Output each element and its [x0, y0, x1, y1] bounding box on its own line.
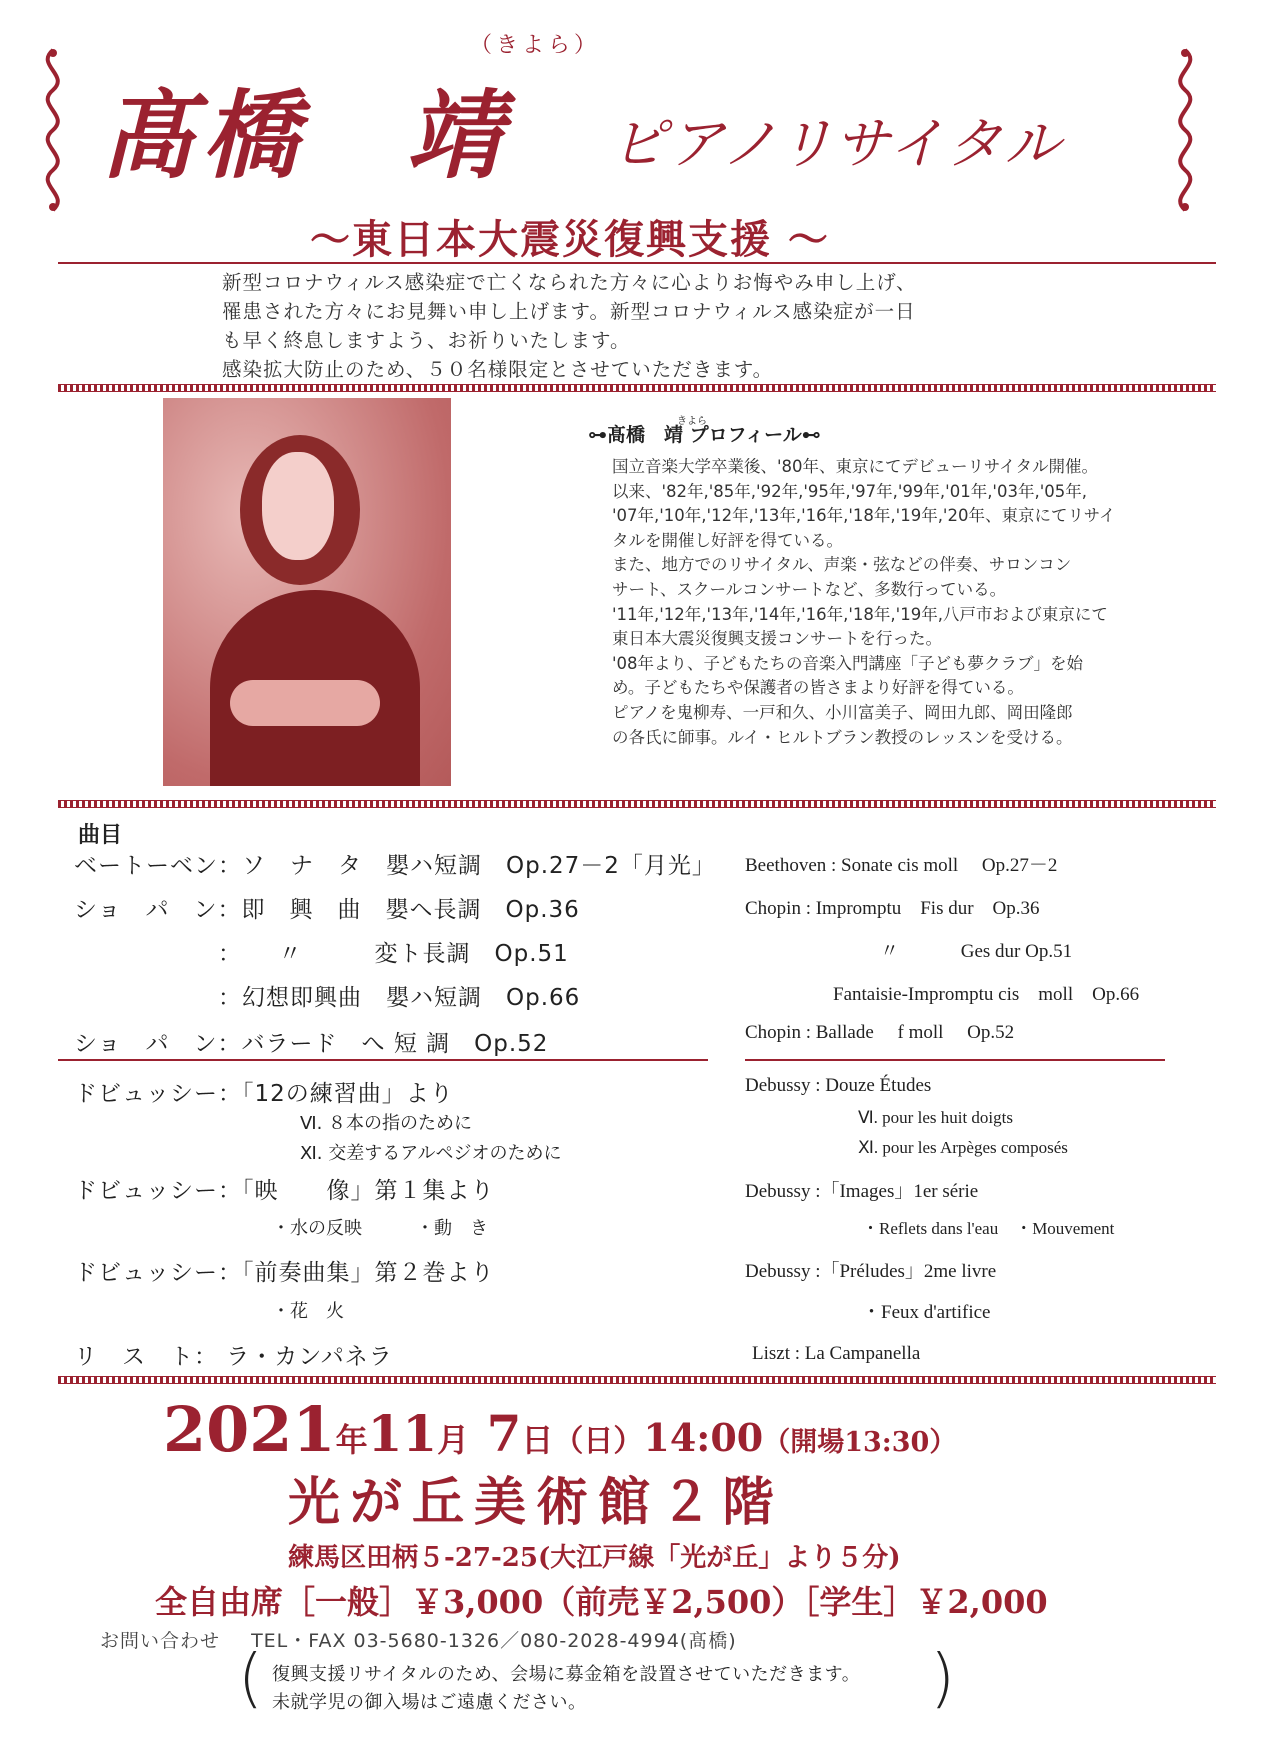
photo-face — [262, 452, 334, 560]
contact-phone: TEL・FAX 03-5680-1326／080-2028-4994(髙橋) — [251, 1630, 737, 1652]
venue-address: 練馬区田柄５-27-25(大江戸線「光が丘」より５分) — [288, 1543, 901, 1573]
date-year-unit: 年 — [335, 1421, 368, 1459]
profile-title: ⊶髙橋 靖 プロフィール⊷ — [588, 424, 821, 446]
program-item-jp: ドビュッシー：「映 像」第１集より — [74, 1178, 495, 1204]
program-item-fr: Beethoven : Sonate cis moll Op.27－2 — [745, 855, 1058, 876]
program-item-fr: Debussy :「Préludes」2me livre — [745, 1261, 997, 1282]
program-item-fr: Chopin : Ballade f moll Op.52 — [745, 1022, 1015, 1043]
recital-title: ピアノリサイタル — [610, 112, 1063, 177]
date-month-unit: 月 — [437, 1421, 470, 1459]
children-note: 未就学児の御入場はご遠慮ください。 — [272, 1692, 587, 1713]
date-day: 7 — [486, 1404, 522, 1463]
profile-line: また、地方でのリサイタル、声楽・弦などの伴奏、サロンコン — [612, 555, 1072, 575]
profile-line: 以来、'82年,'85年,'92年,'95年,'97年,'99年,'01年,'03年,'05年, — [612, 481, 1087, 501]
program-subitem-jp: Ⅵ. ８本の指のために — [300, 1113, 473, 1134]
program-item-jp: ： 〃 変ト長調 Op.51 — [74, 941, 569, 967]
program-item-jp: ドビュッシー：「12の練習曲」より — [74, 1081, 454, 1107]
profile-text — [612, 455, 1157, 750]
profile-line: 国立音楽大学卒業後、'80年、東京にてデビューリサイタル開催。 — [612, 457, 1099, 476]
program-item-fr: Debussy : Douze Études — [745, 1075, 932, 1096]
dotted-divider — [58, 384, 1216, 392]
program-heading: 曲目 — [78, 823, 123, 848]
program-subitem-jp: ・花 火 — [272, 1301, 344, 1322]
program-item-fr: Liszt : La Campanella — [752, 1343, 921, 1364]
doors-open: （開場13:30） — [763, 1427, 957, 1458]
profile-ruby: きよら — [677, 416, 707, 427]
program-subitem-fr: Ⅺ. pour les Arpèges composés — [858, 1138, 1068, 1157]
notice-line: 感染拡大防止のため、５０名様限定とさせていただきます。 — [222, 358, 774, 381]
profile-line: ピアノを鬼柳寿、一戸和久、小川富美子、岡田九郎、岡田隆郎 — [612, 702, 1073, 722]
profile-line: '08年より、子どもたちの音楽入門講座「子ども夢クラブ」を始 — [612, 653, 1084, 673]
profile-line: め。子どもたちや保護者の皆さまより好評を得ている。 — [612, 678, 1024, 698]
profile-line: タルを開催し好評を得ている。 — [612, 530, 843, 550]
ticket-prices: 全自由席［一般］￥3,000（前売￥2,500）［学生］￥2,000 — [155, 1583, 1048, 1621]
profile-line: '07年,'10年,'12年,'13年,'16年,'18年,'19年,'20年、東京にてリサイ — [612, 506, 1116, 526]
program-subitem-fr: ・Feux d'artifice — [862, 1302, 991, 1323]
program-item-fr: Debussy :「Images」1er série — [745, 1181, 979, 1202]
contact-label: お問い合わせ — [100, 1630, 221, 1652]
swirl-ornament-right — [1162, 45, 1208, 215]
program-item-jp: ドビュッシー：「前奏曲集」第２巻より — [74, 1260, 495, 1286]
program-item-jp: ショ パ ン：即 興 曲 嬰ヘ長調 Op.36 — [74, 897, 580, 923]
contact-line — [100, 1626, 737, 1653]
program-item-fr: 〃 Ges dur Op.51 — [880, 941, 1073, 962]
program-subitem-jp: Ⅺ. 交差するアルペジオのために — [300, 1143, 562, 1164]
performer-name: 髙橋 靖 — [100, 79, 508, 192]
name-ruby: （きよら） — [470, 33, 601, 58]
date-year: 2021 — [163, 1393, 336, 1466]
dotted-divider — [58, 1376, 1216, 1384]
program-item-jp: リ ス ト： ラ・カンパネラ — [74, 1344, 393, 1370]
program-item-jp: ：幻想即興曲 嬰ハ短調 Op.66 — [74, 985, 581, 1011]
dotted-divider — [58, 800, 1216, 808]
notice-block — [222, 268, 916, 384]
header-divider — [58, 262, 1216, 264]
program-subitem-fr: Ⅵ. pour les huit doigts — [858, 1108, 1013, 1127]
date-weekday: （日） — [553, 1424, 644, 1459]
program-subitem-fr: ・Reflets dans l'eau ・Mouvement — [862, 1219, 1115, 1238]
program-item-jp: ベートーベン：ソ ナ タ 嬰ハ短調 Op.27－2「月光」 — [74, 853, 716, 879]
program-item-fr: Chopin : Impromptu Fis dur Op.36 — [745, 898, 1040, 919]
profile-line: '11年,'12年,'13年,'14年,'16年,'18年,'19年,八戸市および東京にて — [612, 604, 1108, 624]
event-date — [163, 1393, 956, 1466]
venue-name: 光が丘美術館２階 — [288, 1472, 785, 1533]
program-subitem-jp: ・水の反映 ・動 き — [272, 1218, 488, 1239]
profile-line: の各氏に師事。ルイ・ヒルトブラン教授のレッスンを受ける。 — [612, 727, 1073, 747]
swirl-ornament-left — [30, 45, 76, 215]
notice-line: 新型コロナウィルス感染症で亡くなられた方々に心よりお悔やみ申し上げ、 — [222, 271, 917, 294]
right-bracket: ) — [930, 1642, 955, 1716]
left-bracket: ( — [238, 1642, 263, 1716]
program-item-fr: Fantaisie-Impromptu cis moll Op.66 — [833, 984, 1140, 1005]
program-divider-left — [58, 1059, 708, 1061]
profile-line: 東日本大震災復興支援コンサートを行った。 — [612, 629, 942, 649]
program-divider-right — [745, 1059, 1165, 1061]
start-time: 14:00 — [643, 1415, 764, 1460]
fundraising-note: 復興支援リサイタルのため、会場に募金箱を設置させていただきます。 — [272, 1664, 861, 1685]
notice-line: 罹患された方々にお見舞い申し上げます。新型コロナウィルス感染症が一日 — [222, 300, 916, 323]
date-day-unit: 日 — [521, 1421, 554, 1459]
program-item-jp: ショ パ ン：バラード へ 短 調 Op.52 — [74, 1031, 549, 1057]
date-month: 11 — [367, 1404, 438, 1463]
profile-line: サート、スクールコンサートなど、多数行っている。 — [612, 579, 1007, 599]
photo-arms — [230, 680, 380, 726]
theme-subtitle: ～東日本大震災復興支援 ～ — [310, 217, 830, 263]
notice-line: も早く終息しますよう、お祈りいたします。 — [222, 329, 631, 352]
